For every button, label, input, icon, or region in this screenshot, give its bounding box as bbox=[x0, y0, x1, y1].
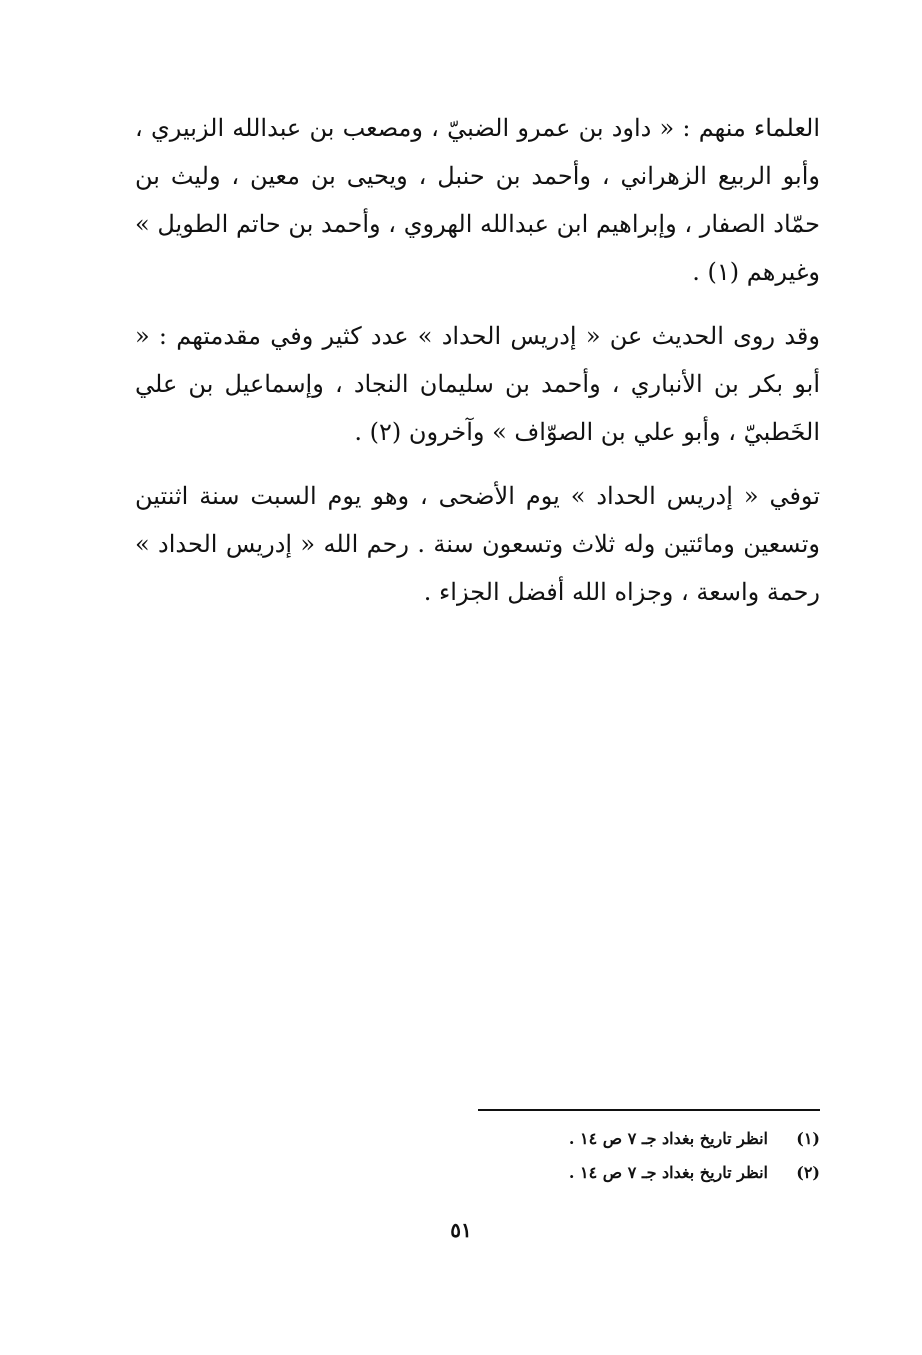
footnote-text: انظر تاريخ بغداد جـ ٧ ص ١٤ . bbox=[568, 1163, 768, 1182]
paragraph-death: توفي « إدريس الحداد » يوم الأضحى ، وهو يوم السبت سنة اثنتين وتسعين ومائتين وله ثلاث وتسعون سنة . رحم الله « إدريس الحداد » رحمة واسعة ، وجزاه الله أفضل الجزاء . bbox=[135, 482, 820, 606]
footnotes bbox=[440, 1122, 820, 1190]
footnote-text: انظر تاريخ بغداد جـ ٧ ص ١٤ . bbox=[568, 1129, 768, 1148]
footnote-1 bbox=[440, 1122, 820, 1156]
page-number: ٥١ bbox=[450, 1218, 472, 1242]
paragraph-narrators: وقد روى الحديث عن « إدريس الحداد » عدد كثير وفي مقدمتهم : « أبو بكر بن الأنباري ، وأحمد بن سليمان النجاد ، وإسماعيل بن علي الخَطبيّ ، وأبو علي بن الصوّاف » وآخرون (٢) . bbox=[135, 322, 820, 446]
footnote-divider bbox=[478, 1109, 820, 1111]
main-text bbox=[135, 104, 820, 632]
footnote-2 bbox=[440, 1156, 820, 1190]
paragraph-scholars: العلماء منهم : « داود بن عمرو الضبيّ ، ومصعب بن عبدالله الزبيري ، وأبو الربيع الزهراني ، وأحمد بن حنبل ، ويحيى بن معين ، وليث بن حمّاد الصفار ، وإبراهيم ابن عبدالله الهروي ، وأحمد بن حاتم الطويل » وغيرهم (١) . bbox=[135, 114, 820, 286]
footnote-number: (١) bbox=[796, 1129, 820, 1148]
footnote-number: (٢) bbox=[796, 1163, 820, 1182]
